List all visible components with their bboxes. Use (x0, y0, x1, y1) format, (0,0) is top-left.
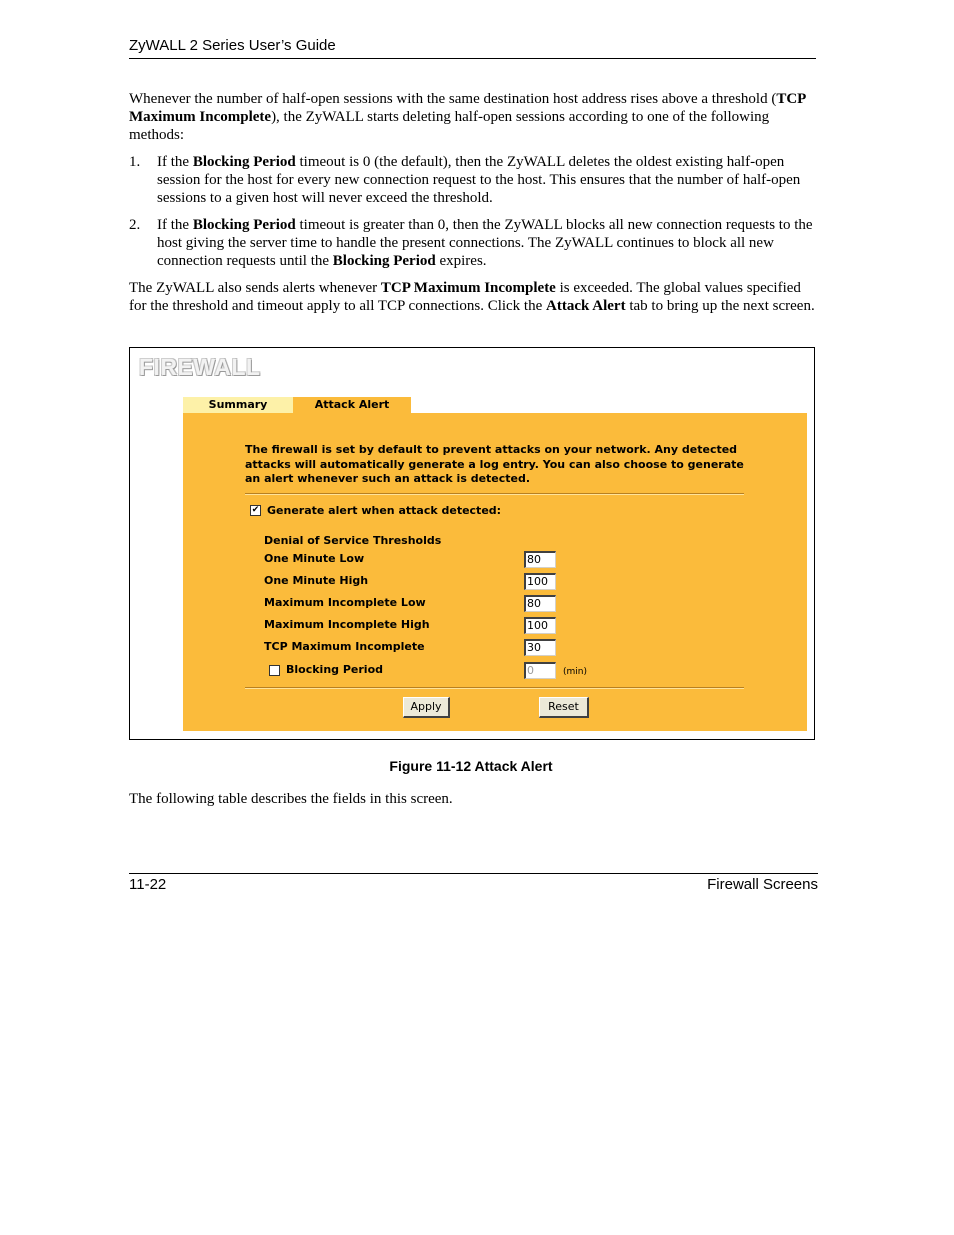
firewall-screenshot (129, 347, 815, 740)
list-item-1: If the Blocking Period timeout is 0 (the default), then the ZyWALL deletes the oldest existing half-open session for the host for every new connection request to the host. This ensures that the number of half-open sessions to a given host will never exceed the threshold. (157, 154, 801, 206)
generate-alert-checkbox[interactable]: ✔ (251, 505, 260, 515)
max-incomplete-low-label: Maximum Incomplete Low (264, 596, 426, 609)
one-minute-high-input[interactable]: 100 (524, 573, 556, 590)
page-footer (129, 873, 818, 894)
list-number-2: 2. (129, 217, 141, 233)
one-minute-high-label: One Minute High (264, 574, 369, 587)
thresholds-heading: Denial of Service Thresholds (264, 534, 442, 547)
attack-alert-panel (183, 413, 807, 731)
firewall-description: The firewall is set by default to prevent attacks on your network. Any detected attacks will automatically generate a log entry. You can also choose to generate an alert whenever such an attack is detected. (245, 443, 744, 485)
max-incomplete-low-input[interactable]: 80 (524, 595, 556, 612)
tab-summary[interactable]: Summary (183, 396, 293, 413)
tab-attack-alert[interactable]: Attack Alert (293, 396, 411, 413)
guide-title: ZyWALL 2 Series User’s Guide (129, 37, 336, 54)
list-item-2: If the Blocking Period timeout is greater than 0, then the ZyWALL blocks all new connection requests to the host giving the server time to handle the present connections. The ZyWALL continues to block all new connection requests until the Blocking Period expires. (157, 217, 813, 269)
apply-button[interactable]: Apply (403, 697, 450, 718)
intro-bold: TCP Maximum Incomplete (129, 91, 806, 125)
one-minute-low-label: One Minute Low (264, 552, 365, 565)
alert-paragraph: The ZyWALL also sends alerts whenever TCP Maximum Incomplete is exceeded. The global values specified for the threshold and timeout apply to all TCP connections. Click the Attack Alert tab to bring up the next screen. (129, 280, 815, 314)
intro-text-b: ), the ZyWALL starts deleting half-open sessions according to one of the following methods: (129, 109, 770, 143)
firewall-title: FIREWALL (139, 354, 261, 380)
generate-alert-label: Generate alert when attack detected: (267, 504, 502, 517)
blocking-period-label: Blocking Period (286, 663, 384, 676)
page-header (129, 37, 816, 59)
reset-button[interactable]: Reset (539, 697, 589, 718)
one-minute-low-input[interactable]: 80 (524, 551, 556, 568)
page-number: 11-22 (129, 876, 167, 893)
closing-paragraph: The following table describes the fields in this screen. (129, 791, 453, 807)
tcp-max-incomplete-input[interactable]: 30 (524, 639, 556, 656)
max-incomplete-high-input[interactable]: 100 (524, 617, 556, 634)
intro-paragraph (129, 90, 819, 144)
max-incomplete-high-label: Maximum Incomplete High (264, 618, 430, 631)
blocking-period-input[interactable]: 0 (524, 662, 556, 679)
intro-text-a: Whenever the number of half-open sessions with the same destination host address rises above a threshold ( (129, 91, 777, 107)
section-name: Firewall Screens (707, 876, 818, 893)
list-number-1: 1. (129, 154, 141, 170)
blocking-period-unit: (min) (563, 667, 587, 677)
divider (245, 687, 744, 689)
tcp-max-incomplete-label: TCP Maximum Incomplete (264, 640, 425, 653)
blocking-period-checkbox[interactable] (269, 665, 280, 676)
divider (245, 493, 744, 495)
figure-caption: Figure 11-12 Attack Alert (389, 758, 553, 774)
